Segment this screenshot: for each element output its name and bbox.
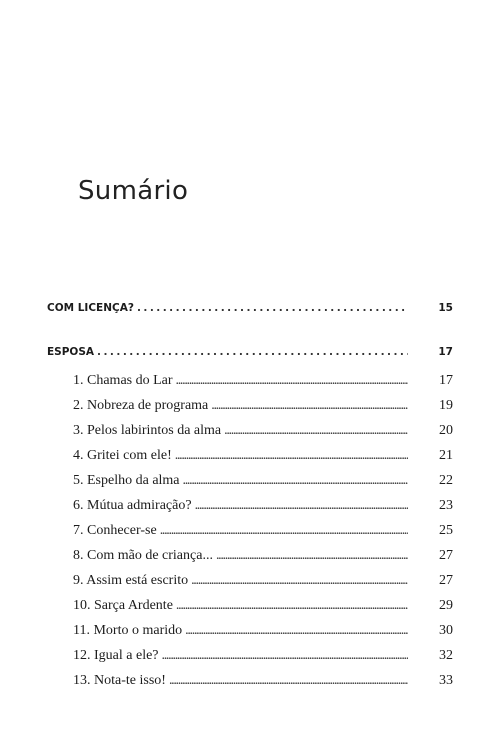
toc-page-number: 27: [439, 548, 453, 563]
toc-chapter-label: 2. Nobreza de programa: [73, 398, 209, 413]
toc-page-number: 17: [439, 373, 453, 388]
toc-chapter-label: 6. Mútua admiração?: [73, 498, 192, 513]
toc-page-number: 15: [438, 302, 453, 314]
toc-section-com-licenca[interactable]: [47, 302, 453, 322]
toc-chapter-label: 9. Assim está escrito: [73, 573, 189, 588]
toc-chapter-label: 3. Pelos labirintos da alma: [73, 423, 222, 438]
toc-page-number: 29: [439, 598, 453, 613]
dot-leader: [216, 548, 408, 564]
toc-chapter-12[interactable]: [47, 648, 453, 668]
toc-chapter-6[interactable]: [47, 498, 453, 518]
toc-page-number: 23: [439, 498, 453, 513]
toc-page-number: 21: [439, 448, 453, 463]
dot-leader: [185, 623, 408, 639]
dot-leader: [176, 373, 408, 389]
dot-leader: [176, 598, 408, 614]
toc-chapter-label: 4. Gritei com ele!: [73, 448, 172, 463]
toc-chapter-7[interactable]: [47, 523, 453, 543]
toc-page-number: 32: [439, 648, 453, 663]
dot-leader: [169, 673, 408, 689]
toc-chapter-11[interactable]: [47, 623, 453, 643]
toc-section-esposa[interactable]: [47, 346, 453, 366]
toc-chapter-10[interactable]: [47, 598, 453, 618]
toc-chapter-5[interactable]: [47, 473, 453, 493]
toc-chapter-9[interactable]: [47, 573, 453, 593]
toc-page-number: 22: [439, 473, 453, 488]
dot-leader: [224, 423, 408, 439]
toc-chapter-label: 1. Chamas do Lar: [73, 373, 173, 388]
dot-leader: [97, 346, 408, 358]
toc-page-number: 33: [439, 673, 453, 688]
toc-page-number: 25: [439, 523, 453, 538]
dot-leader: [191, 573, 408, 589]
toc-chapter-label: 11. Morto o marido: [73, 623, 183, 638]
page-title: Sumário: [78, 176, 189, 206]
toc-chapter-8[interactable]: [47, 548, 453, 568]
dot-leader: [162, 648, 408, 664]
toc-chapter-label: 12. Igual a ele?: [73, 648, 159, 663]
toc-chapter-4[interactable]: [47, 448, 453, 468]
toc-page-number: 27: [439, 573, 453, 588]
dot-leader: [183, 473, 408, 489]
toc-chapter-label: 13. Nota-te isso!: [73, 673, 166, 688]
dot-leader: [137, 302, 408, 314]
toc-chapter-label: 10. Sarça Ardente: [73, 598, 173, 613]
toc-chapter-label: 7. Conhecer-se: [73, 523, 157, 538]
toc-page-number: 19: [439, 398, 453, 413]
toc-chapter-13[interactable]: [47, 673, 453, 693]
dot-leader: [160, 523, 408, 539]
toc-section-label: ESPOSA: [47, 346, 95, 358]
toc-chapter-3[interactable]: [47, 423, 453, 443]
toc-page-number: 30: [439, 623, 453, 638]
toc-chapter-label: 5. Espelho da alma: [73, 473, 180, 488]
toc-section-label: COM LICENÇA?: [47, 302, 134, 314]
toc-page-number: 17: [438, 346, 453, 358]
toc-page-number: 20: [439, 423, 453, 438]
toc-chapter-1[interactable]: [47, 373, 453, 393]
dot-leader: [211, 398, 408, 414]
toc-chapter-label: 8. Com mão de criança...: [73, 548, 213, 563]
dot-leader: [195, 498, 408, 514]
toc-chapter-2[interactable]: [47, 398, 453, 418]
dot-leader: [175, 448, 408, 464]
